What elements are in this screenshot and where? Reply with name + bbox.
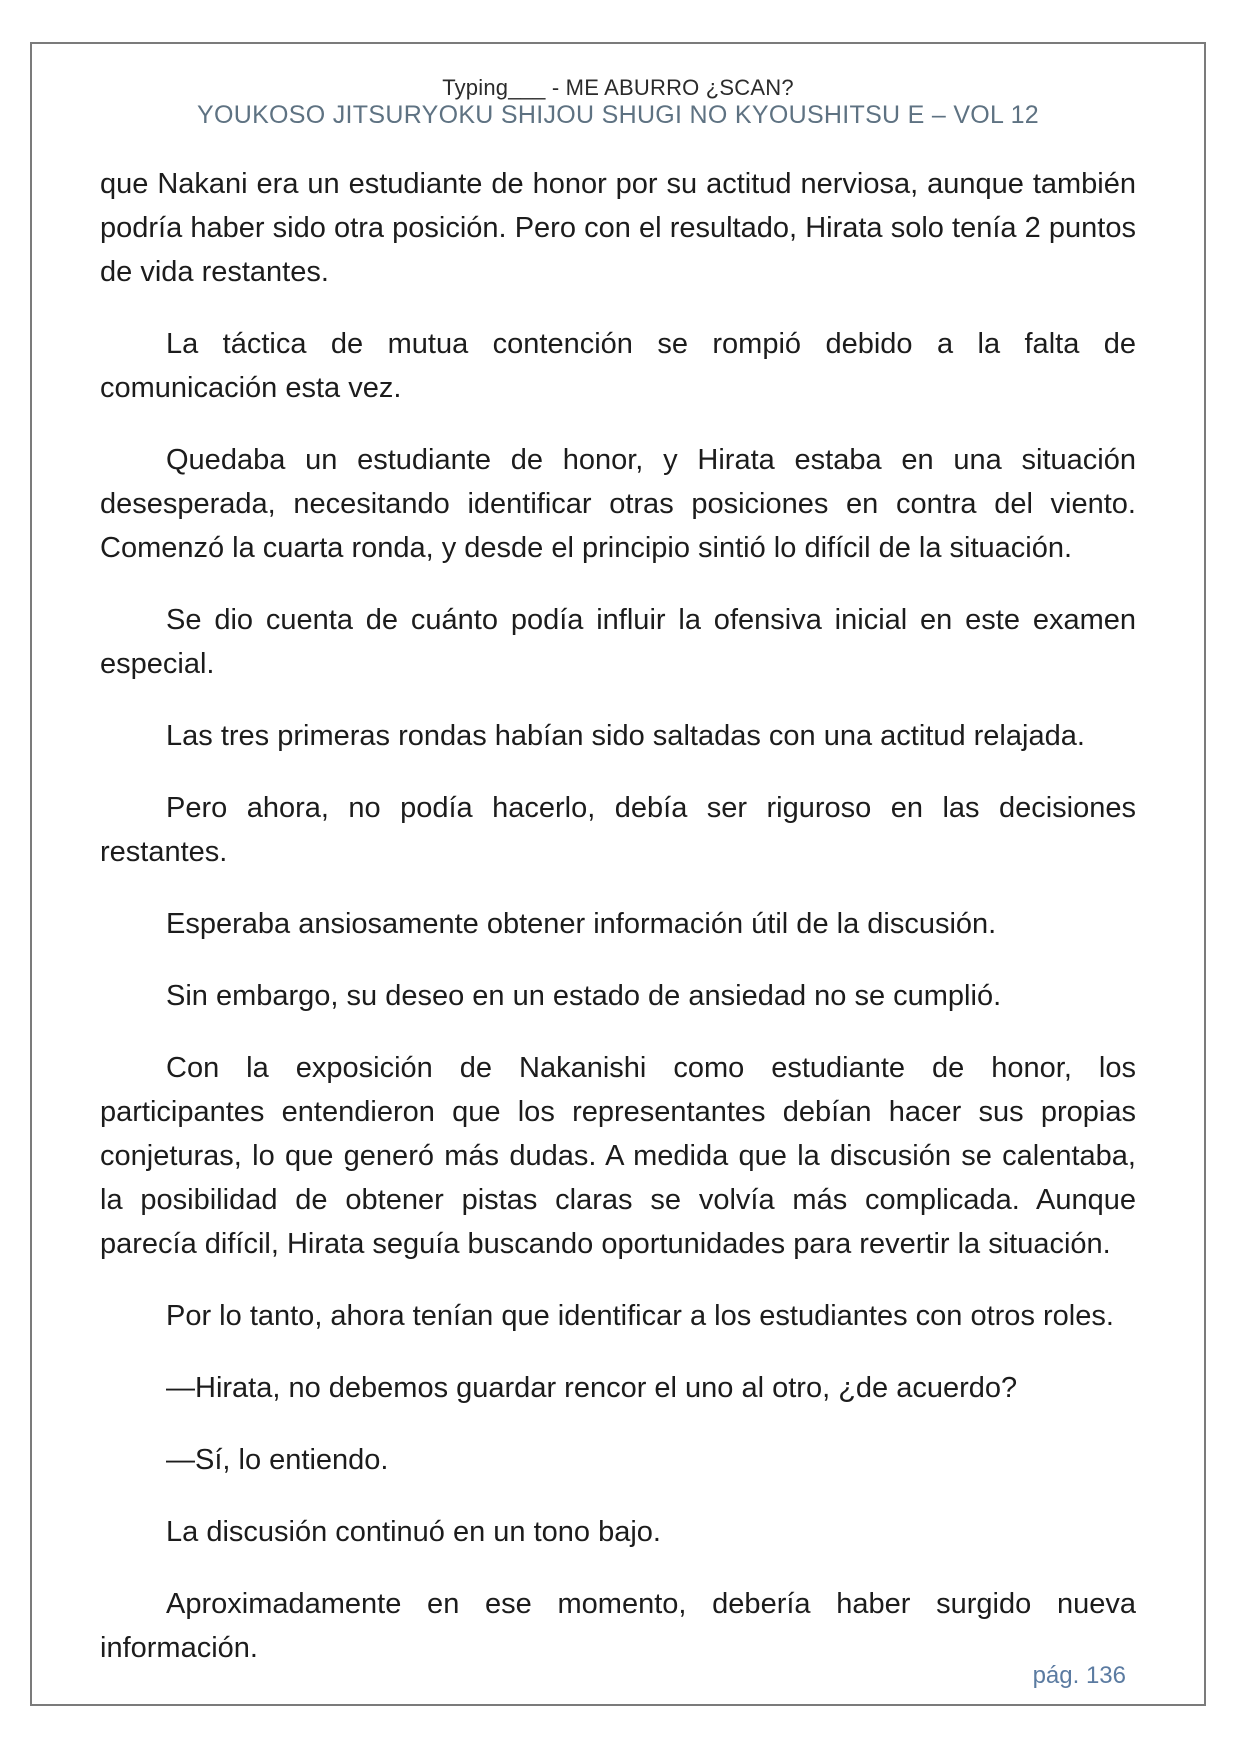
header-subtitle: YOUKOSO JITSURYOKU SHIJOU SHUGI NO KYOUSHITSU E – VOL 12 <box>197 101 1039 129</box>
paragraph: Quedaba un estudiante de honor, y Hirata estaba en una situación desesperada, necesitando identificar otras posiciones en contra del viento. Comenzó la cuarta ronda, y desde el principio sintió lo difícil de la situación. <box>100 444 1136 564</box>
paragraph: La táctica de mutua contención se rompió debido a la falta de comunicación esta vez. <box>100 328 1136 404</box>
paragraph: Pero ahora, no podía hacerlo, debía ser riguroso en las decisiones restantes. <box>100 792 1136 868</box>
document-page <box>30 42 1206 1706</box>
page-number: pág. 136 <box>1032 1662 1126 1689</box>
paragraph: que Nakani era un estudiante de honor por su actitud nerviosa, aunque también podría haber sido otra posición. Pero con el resultado, Hirata solo tenía 2 puntos de vida restantes. <box>100 168 1136 288</box>
body-text <box>100 162 1136 1670</box>
paragraph: Aproximadamente en ese momento, debería haber surgido nueva información. <box>100 1588 1136 1664</box>
paragraph: Con la exposición de Nakanishi como estudiante de honor, los participantes entendieron que los representantes debían hacer sus propias conjeturas, lo que generó más dudas. A medida que la discusión se calentaba, la posibilidad de obtener pistas claras se volvía más complicada. Aunque parecía difícil, Hirata seguía buscando oportunidades para revertir la situación. <box>100 1052 1136 1260</box>
page-header <box>100 74 1136 130</box>
paragraph: —Sí, lo entiendo. <box>166 1444 389 1476</box>
paragraph: Las tres primeras rondas habían sido saltadas con una actitud relajada. <box>166 720 1085 752</box>
header-title: Typing___ - ME ABURRO ¿SCAN? <box>442 75 794 100</box>
paragraph: Sin embargo, su deseo en un estado de ansiedad no se cumplió. <box>166 980 1002 1012</box>
paragraph: —Hirata, no debemos guardar rencor el uno al otro, ¿de acuerdo? <box>166 1372 1018 1404</box>
paragraph: La discusión continuó en un tono bajo. <box>166 1516 661 1548</box>
paragraph: Se dio cuenta de cuánto podía influir la ofensiva inicial en este examen especial. <box>100 604 1136 680</box>
paragraph: Por lo tanto, ahora tenían que identificar a los estudiantes con otros roles. <box>166 1300 1114 1332</box>
paragraph: Esperaba ansiosamente obtener información útil de la discusión. <box>166 908 997 940</box>
